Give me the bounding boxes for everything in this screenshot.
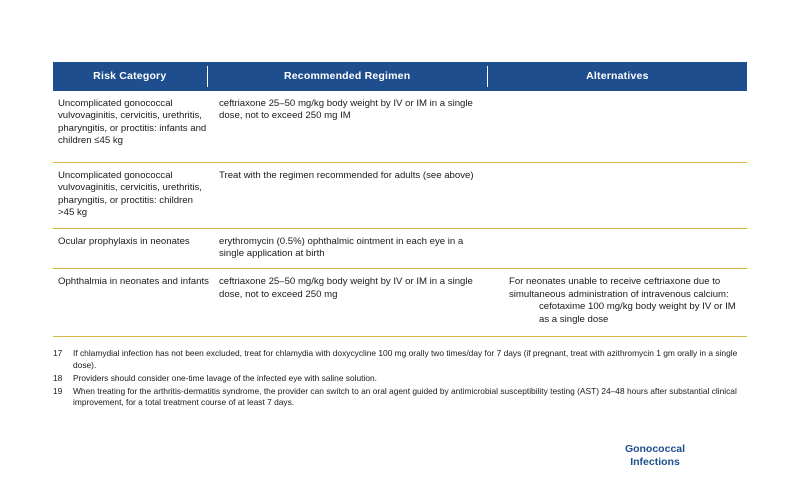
footnote-item (53, 348, 753, 371)
footnote-text: If chlamydial infection has not been excluded, treat for chlamydia with doxycycline 100 mg orally two times/day for 7 days (if pregnant, treat with azithromycin 1 gm orally in a single dose). (73, 348, 738, 370)
footnote-item (53, 373, 753, 385)
alternatives-lead-text: For neonates unable to receive ceftriaxone due to simultaneous administration of intravenous calcium: (509, 276, 729, 300)
footer-line-2: Infections (630, 456, 680, 468)
table-row (53, 229, 747, 270)
table-header-row (53, 62, 747, 91)
cell-risk-category: Uncomplicated gonococcal vulvovaginitis, cervicitis, urethritis, pharyngitis, or proctitis: infants and children ≤45 kg (58, 98, 207, 147)
table-row (53, 91, 747, 163)
footer-line-1: Gonococcal (624, 443, 686, 455)
page-footer-label (560, 443, 750, 469)
cell-risk-category: Ocular prophylaxis in neonates (58, 235, 190, 247)
cell-alternatives (499, 269, 747, 336)
cell-recommended-regimen: ceftriaxone 25–50 mg/kg body weight by IV or IM in a single dose, not to exceed 250 mg IM (219, 98, 473, 122)
cell-recommended-regimen: erythromycin (0.5%) ophthalmic ointment in each eye in a single application at birth (219, 235, 464, 260)
column-header-recommended-regimen: Recommended Regimen (283, 70, 411, 83)
cell-alternatives (499, 229, 747, 269)
risk-category-table (53, 62, 747, 337)
cell-risk-category: Uncomplicated gonococcal vulvovaginitis, cervicitis, urethritis, pharyngitis, or proctitis: children >45 kg (58, 170, 202, 219)
table-row (53, 163, 747, 229)
cell-alternatives (499, 91, 747, 162)
footnote-item (53, 386, 753, 409)
footnote-number: 18 (53, 372, 63, 383)
cell-recommended-regimen: Treat with the regimen recommended for adults (see above) (219, 170, 474, 181)
cell-risk-category: Ophthalmia in neonates and infants (58, 276, 209, 288)
table-row (53, 269, 747, 337)
footnotes-list (53, 348, 753, 410)
cell-recommended-regimen: ceftriaxone 25–50 mg/kg body weight by IV or IM in a single dose, not to exceed 250 mg (219, 276, 473, 300)
footnote-text: When treating for the arthritis-dermatitis syndrome, the provider can switch to an oral agent guided by antimicrobial susceptibility testing (AST) 24–48 hours after substantial clinical improvement, for a total treatment course of at least 7 days. (73, 385, 737, 408)
alternatives-indented-text: cefotaxime 100 mg/kg body weight by IV or IM as a single dose (539, 301, 736, 325)
column-header-risk-category: Risk Category (93, 70, 167, 83)
footnote-number: 19 (53, 385, 63, 396)
footnote-text: Providers should consider one-time lavage of the infected eye with saline solution. (73, 372, 377, 383)
footnote-number: 17 (53, 348, 63, 358)
cell-alternatives (499, 163, 747, 228)
column-header-alternatives: Alternatives (586, 70, 649, 83)
